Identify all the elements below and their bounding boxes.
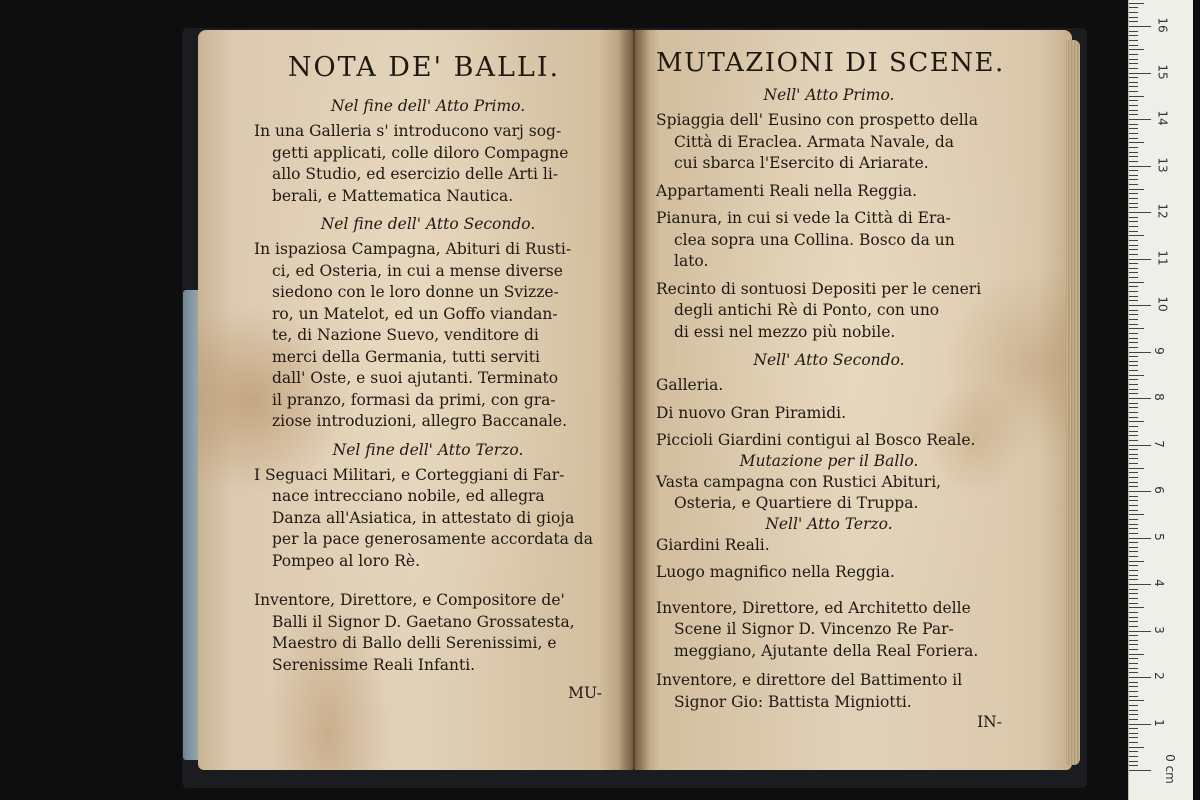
ruler-tick (1129, 310, 1138, 311)
ruler-tick (1129, 468, 1144, 469)
ruler-tick (1129, 40, 1138, 41)
ruler-tick (1129, 417, 1138, 418)
ruler-tick (1129, 719, 1138, 720)
ruler-tick (1129, 445, 1151, 446)
ruler-tick (1129, 440, 1138, 441)
ruler-tick (1129, 166, 1151, 167)
ruler-tick (1129, 612, 1138, 613)
ruler-tick (1129, 328, 1144, 329)
ruler-tick (1129, 184, 1138, 185)
text-line: Città di Eraclea. Armata Navale, da (674, 132, 955, 151)
ruler-tick (1129, 365, 1138, 366)
ruler-tick (1129, 7, 1138, 8)
ruler-tick (1129, 300, 1138, 301)
ruler-number: 6 (1151, 486, 1166, 494)
text-line: ziose introduzioni, allegro Baccanale. (272, 412, 568, 430)
text-line: Pompeo al loro Rè. (272, 551, 421, 570)
ruler-tick (1129, 737, 1138, 738)
ruler-tick (1129, 235, 1144, 236)
ruler-number: 14 (1155, 110, 1170, 126)
ruler-tick (1129, 124, 1138, 125)
text-line: ci, ed Osteria, in cui a mense diverse (272, 261, 563, 280)
paragraph (656, 403, 1002, 425)
ruler-tick (1129, 496, 1138, 497)
measurement-ruler (1128, 0, 1193, 800)
ruler-tick (1129, 286, 1138, 287)
ruler-tick (1129, 426, 1138, 427)
ruler-tick (1129, 551, 1138, 552)
text-line: Luogo magnifico nella Reggia. (656, 563, 895, 581)
ruler-number: 5 (1151, 532, 1166, 541)
ruler-tick (1129, 305, 1151, 306)
ruler-tick (1129, 114, 1138, 115)
ruler-tick (1129, 240, 1138, 241)
text-line: per la pace generosamente accordata da (272, 530, 593, 548)
ruler-tick (1129, 728, 1138, 729)
credit-paragraph (656, 598, 1002, 663)
ruler-tick (1129, 263, 1138, 264)
book-gutter (618, 30, 650, 770)
ruler-tick (1129, 282, 1144, 283)
ruler-tick (1129, 254, 1138, 255)
text-line: merci della Germania, tutti serviti (272, 347, 540, 366)
text-line: Spiaggia dell' Eusino con prospetto della (656, 111, 978, 129)
ruler-tick (1129, 100, 1138, 101)
section-heading: Nell' Atto Terzo. (765, 514, 893, 533)
ruler-tick (1129, 644, 1138, 645)
ruler-tick (1129, 593, 1138, 594)
ruler-tick (1129, 91, 1138, 92)
ruler-tick (1129, 658, 1138, 659)
ruler-tick (1129, 412, 1138, 413)
text-line: degli antichi Rè di Ponto, con uno (674, 301, 940, 319)
ruler-tick (1129, 268, 1138, 269)
ruler-tick (1129, 63, 1138, 64)
ruler-tick (1129, 575, 1138, 576)
ruler-number: 3 (1151, 625, 1166, 634)
ruler-tick (1129, 589, 1138, 590)
text-line: In una Galleria s' introducono varj sog- (254, 122, 562, 140)
ruler-tick (1129, 538, 1151, 539)
ruler-number: 1 (1151, 718, 1166, 727)
ruler-tick (1129, 96, 1144, 97)
ruler-tick (1129, 198, 1138, 199)
ruler-tick (1129, 640, 1138, 641)
section-heading: Nel fine dell' Atto Primo. (330, 97, 526, 115)
ruler-tick (1129, 431, 1138, 432)
ruler-tick (1129, 626, 1138, 627)
ruler-number: 16 (1155, 17, 1170, 33)
ruler-number: 9 (1151, 346, 1166, 355)
text-line: Balli il Signor D. Gaetano Grossatesta, (272, 612, 575, 631)
ruler-tick (1129, 486, 1138, 487)
ruler-tick (1129, 519, 1138, 520)
paragraph (656, 279, 1002, 344)
ruler-tick (1129, 203, 1138, 204)
text-line: Maestro di Ballo delli Serenissimi, e (272, 634, 557, 652)
ruler-tick (1129, 607, 1144, 608)
text-line: Inventore, Direttore, e Compositore de' (254, 591, 565, 609)
ruler-tick (1129, 696, 1138, 697)
ruler-tick (1129, 700, 1144, 701)
text-line: il pranzo, formasi da primi, con gra- (272, 390, 556, 409)
ruler-tick (1129, 579, 1138, 580)
credit-paragraph (656, 670, 1002, 713)
text-line: allo Studio, ed esercizio delle Arti li- (272, 165, 559, 183)
ruler-tick (1129, 138, 1138, 139)
ruler-tick (1129, 333, 1138, 334)
ruler-tick (1129, 686, 1138, 687)
paragraph (656, 181, 1002, 203)
text-line: Signor Gio: Battista Migniotti. (674, 692, 912, 711)
text-line: berali, e Mattematica Nautica. (272, 186, 514, 205)
ruler-tick (1129, 17, 1138, 18)
text-line: di essi nel mezzo più nobile. (674, 322, 896, 341)
ruler-tick (1129, 35, 1138, 36)
text-line: Danza all'Asiatica, in attestato di gioja (272, 508, 575, 527)
ruler-tick (1129, 133, 1138, 134)
ruler-tick (1129, 389, 1138, 390)
text-line: clea sopra una Collina. Bosco da un (674, 230, 955, 249)
ruler-tick (1129, 598, 1138, 599)
ruler-tick (1129, 765, 1138, 766)
ruler-tick (1129, 342, 1138, 343)
ruler-tick (1129, 435, 1138, 436)
ruler-tick (1129, 207, 1138, 208)
ruler-tick (1129, 421, 1144, 422)
sub-heading: Mutazione per il Ballo. (739, 451, 919, 470)
ruler-tick (1129, 272, 1138, 273)
ruler-tick (1129, 277, 1138, 278)
text-line: siedono con le loro donne un Svizze- (272, 283, 559, 301)
text-line: nace intrecciano nobile, ed allegra (272, 487, 545, 505)
ruler-tick (1129, 631, 1151, 632)
ruler-tick (1129, 398, 1151, 399)
ruler-tick (1129, 45, 1138, 46)
ruler-tick (1129, 672, 1138, 673)
ruler-tick (1129, 524, 1138, 525)
ruler-tick (1129, 677, 1151, 678)
ruler-tick (1129, 733, 1138, 734)
paragraph (254, 121, 602, 207)
text-line: Vasta campagna con Rustici Abituri, (656, 472, 942, 491)
ruler-tick (1129, 231, 1138, 232)
ruler-tick (1129, 245, 1138, 246)
ruler-tick (1129, 770, 1151, 771)
ruler-tick (1129, 31, 1138, 32)
ruler-tick (1129, 747, 1144, 748)
ruler-tick (1129, 291, 1138, 292)
ruler-number: 4 (1151, 579, 1166, 587)
ruler-tick (1129, 356, 1138, 357)
paragraph (254, 465, 602, 573)
ruler-tick (1129, 547, 1138, 548)
ruler-tick (1129, 212, 1151, 213)
ruler-tick (1129, 500, 1138, 501)
ruler-number: 2 (1151, 672, 1166, 680)
text-line: Recinto di sontuosi Depositi per le ceneri (656, 279, 982, 298)
ruler-tick (1129, 379, 1138, 380)
ruler-tick (1129, 751, 1138, 752)
paragraph (656, 472, 1002, 515)
text-line: I Seguaci Militari, e Corteggiani di Far- (254, 465, 565, 484)
text-line: lato. (674, 252, 709, 270)
ruler-tick (1129, 170, 1138, 171)
paragraph (656, 562, 1002, 584)
ruler-number: 7 (1151, 439, 1166, 448)
ruler-tick (1129, 714, 1138, 715)
ruler-tick (1129, 742, 1138, 743)
paragraph (656, 208, 1002, 273)
ruler-tick (1129, 73, 1151, 74)
ruler-number: 8 (1151, 393, 1166, 401)
ruler-tick (1129, 105, 1138, 106)
left-page (198, 30, 634, 770)
ruler-tick (1129, 161, 1138, 162)
section-heading: Nel fine dell' Atto Terzo. (332, 440, 524, 459)
catchword: IN- (977, 713, 1002, 731)
ruler-tick (1129, 761, 1138, 762)
ruler-tick (1129, 384, 1138, 385)
ruler-tick (1129, 26, 1151, 27)
ruler-tick (1129, 217, 1138, 218)
ruler-tick (1129, 482, 1138, 483)
ruler-tick (1129, 77, 1138, 78)
ruler-tick (1129, 226, 1138, 227)
ruler-tick (1129, 584, 1151, 585)
ruler-tick (1129, 338, 1138, 339)
ruler-tick (1129, 393, 1138, 394)
ruler-tick (1129, 565, 1138, 566)
text-line: te, di Nazione Suevo, venditore di (272, 326, 539, 344)
text-line: Piccioli Giardini contigui al Bosco Reale. (656, 431, 976, 449)
ruler-tick (1129, 691, 1138, 692)
text-line: Inventore, e direttore del Battimento il (656, 671, 963, 689)
paragraph (254, 239, 602, 433)
ruler-tick (1129, 663, 1138, 664)
text-line: Di nuovo Gran Piramidi. (656, 403, 847, 422)
ruler-tick (1129, 147, 1138, 148)
paragraph (656, 110, 1002, 175)
ruler-tick (1129, 505, 1138, 506)
ruler-tick (1129, 361, 1138, 362)
paragraph (656, 430, 1002, 452)
ruler-tick (1129, 221, 1138, 222)
section-heading: Nell' Atto Primo. (763, 86, 895, 104)
ruler-number: 11 (1155, 249, 1170, 266)
text-line: Serenissime Reali Infanti. (272, 655, 476, 674)
ruler-tick (1129, 12, 1138, 13)
ruler-tick (1129, 347, 1138, 348)
ruler-tick (1129, 119, 1151, 120)
ruler-tick (1129, 449, 1138, 450)
ruler-tick (1129, 756, 1138, 757)
right-page-title: MUTAZIONI DI SCENE. (656, 48, 1005, 78)
text-line: Scene il Signor D. Vincenzo Re Par- (674, 620, 954, 638)
ruler-tick (1129, 175, 1138, 176)
ruler-tick (1129, 352, 1151, 353)
ruler-tick (1129, 49, 1144, 50)
ruler-tick (1129, 324, 1138, 325)
section-heading: Nel fine dell' Atto Secondo. (320, 215, 536, 233)
ruler-tick (1129, 542, 1138, 543)
ruler-tick (1129, 21, 1138, 22)
ruler-tick (1129, 82, 1138, 83)
ruler-tick (1129, 603, 1138, 604)
paragraph (656, 375, 1002, 397)
ruler-tick (1129, 128, 1138, 129)
text-line: Galleria. (656, 376, 724, 394)
ruler-tick (1129, 724, 1151, 725)
left-page-title: NOTA DE' BALLI. (287, 52, 561, 83)
right-page (634, 30, 1072, 770)
ruler-tick (1129, 407, 1138, 408)
text-line: Pianura, in cui si vede la Città di Era- (656, 209, 951, 227)
ruler-tick (1129, 54, 1138, 55)
page-edges (1066, 40, 1080, 765)
ruler-tick (1129, 570, 1138, 571)
ruler-tick (1129, 510, 1138, 511)
ruler-tick (1129, 314, 1138, 315)
paragraph (656, 535, 1002, 557)
ruler-tick (1129, 528, 1138, 529)
ruler-tick (1129, 668, 1138, 669)
ruler-tick (1129, 477, 1138, 478)
catchword: MU- (568, 684, 602, 702)
credit-paragraph (254, 590, 602, 676)
text-line: getti applicati, colle diloro Compagne (272, 143, 569, 162)
ruler-tick (1129, 68, 1138, 69)
ruler-tick (1129, 152, 1138, 153)
ruler-number: 10 (1155, 296, 1170, 312)
ruler-tick (1129, 635, 1138, 636)
ruler-tick (1129, 561, 1144, 562)
ruler-tick (1129, 59, 1138, 60)
ruler-tick (1129, 454, 1138, 455)
section-heading: Nell' Atto Secondo. (753, 351, 905, 369)
ruler-tick (1129, 458, 1138, 459)
ruler-tick (1129, 682, 1138, 683)
ruler-tick (1129, 259, 1151, 260)
ruler-tick (1129, 463, 1138, 464)
ruler-tick (1129, 533, 1138, 534)
ruler-tick (1129, 142, 1144, 143)
ruler-tick (1129, 249, 1138, 250)
ruler-tick (1129, 654, 1144, 655)
ruler-tick (1129, 319, 1138, 320)
ruler-tick (1129, 370, 1138, 371)
ruler-tick (1129, 156, 1138, 157)
ruler-tick (1129, 403, 1138, 404)
ruler-tick (1129, 110, 1138, 111)
ruler-tick (1129, 86, 1138, 87)
ruler-tick (1129, 556, 1138, 557)
ruler-tick (1129, 193, 1138, 194)
ruler-tick (1129, 705, 1138, 706)
ruler-number: 13 (1155, 156, 1170, 173)
ruler-tick (1129, 710, 1138, 711)
ruler-tick (1129, 617, 1138, 618)
text-line: dall' Oste, e suoi ajutanti. Terminato (272, 369, 559, 387)
ruler-number: 12 (1155, 203, 1170, 219)
ruler-tick (1129, 189, 1144, 190)
ruler-tick (1129, 3, 1144, 4)
text-line: meggiano, Ajutante della Real Foriera. (674, 641, 979, 660)
ruler-tick (1129, 375, 1144, 376)
ruler-number: 0 cm (1162, 754, 1177, 784)
text-line: ro, un Matelot, ed un Goffo viandan- (272, 304, 558, 323)
ruler-tick (1129, 179, 1138, 180)
ruler-tick (1129, 491, 1151, 492)
text-line: Inventore, Direttore, ed Architetto delle (656, 598, 971, 617)
ruler-tick (1129, 296, 1138, 297)
text-line: Appartamenti Reali nella Reggia. (656, 181, 918, 200)
text-line: Giardini Reali. (656, 535, 770, 554)
ruler-tick (1129, 621, 1138, 622)
ruler-tick (1129, 649, 1138, 650)
ruler-number: 15 (1155, 63, 1170, 80)
ruler-tick (1129, 472, 1138, 473)
text-line: cui sbarca l'Esercito di Ariarate. (674, 154, 929, 172)
text-line: Osteria, e Quartiere di Truppa. (674, 494, 919, 512)
ruler-tick (1129, 514, 1144, 515)
text-line: In ispaziosa Campagna, Abituri di Rusti- (254, 240, 572, 258)
